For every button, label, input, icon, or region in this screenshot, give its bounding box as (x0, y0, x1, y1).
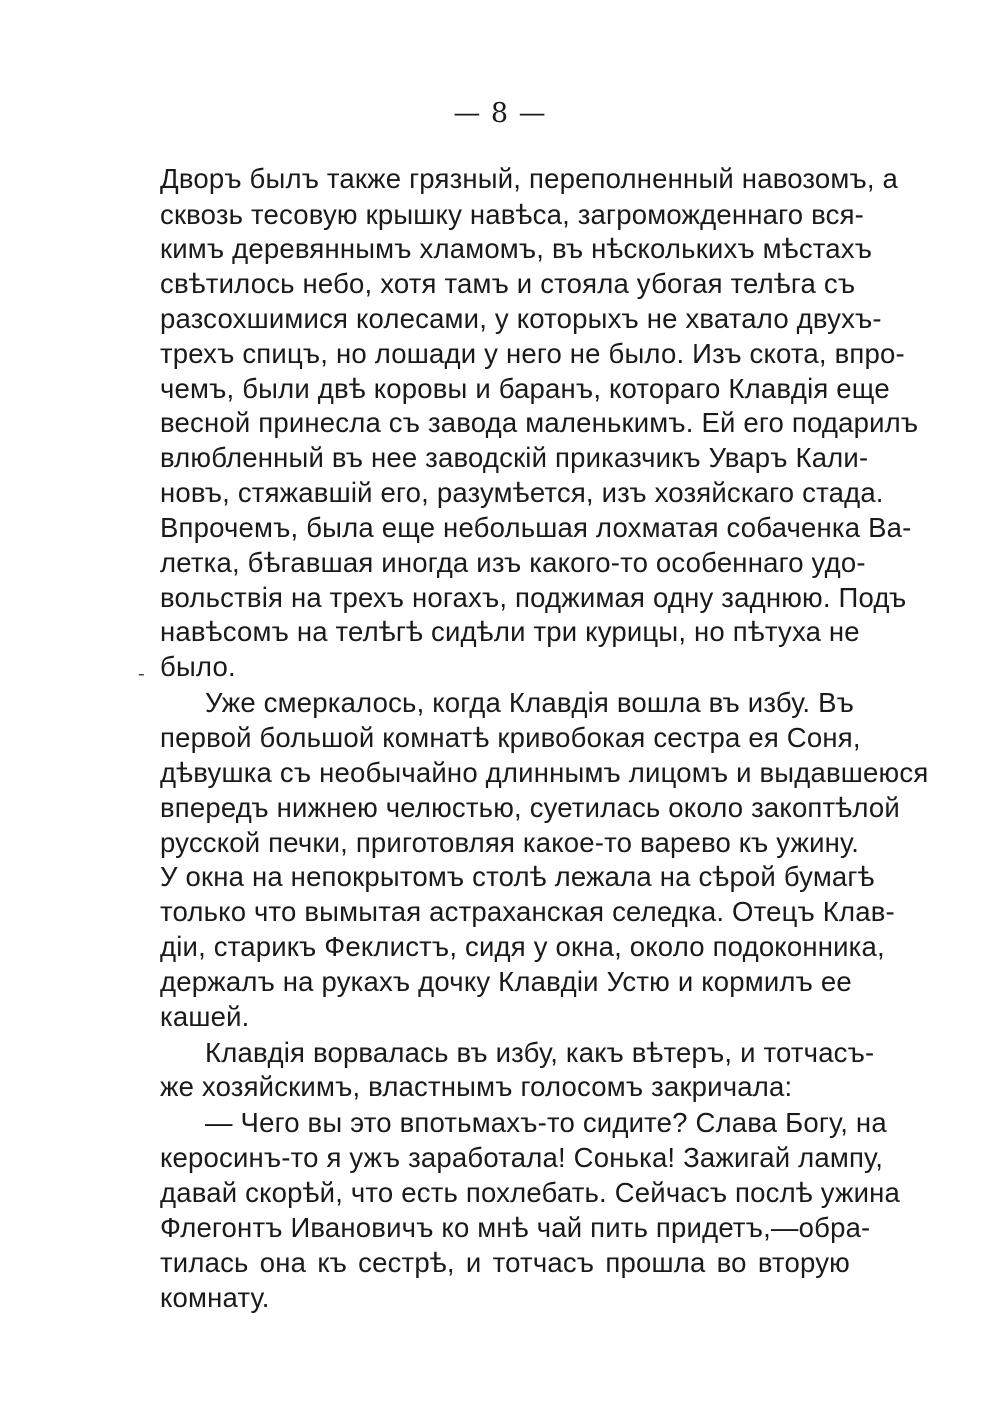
text-line: разсохшимися колесами, у которыхъ не хватало двухъ- (160, 303, 882, 334)
text-line: сквозь тесовую крышку навѣса, загроможденнаго вся- (160, 199, 865, 230)
text-line: свѣтилось небо, хотя тамъ и стояла убогая телѣга съ (160, 268, 856, 299)
text-line: тилась она къ сестрѣ, и тотчасъ прошла во вторую (160, 1247, 850, 1278)
page-number: — 8 — (453, 98, 547, 129)
text-line: вольствія на трехъ ногахъ, поджимая одну заднюю. Подъ (160, 582, 907, 613)
text-line: чемъ, были двѣ коровы и баранъ, котораго Клавдія еще (160, 373, 890, 404)
text-line: летка, бѣгавшая иногда изъ какого-то особеннаго удо- (160, 547, 866, 578)
text-line: давай скорѣй, что есть похлебать. Сейчасъ послѣ ужина (160, 1177, 901, 1208)
text-line: — Чего вы это впотьмахъ-то сидите? Слава Богу, на (205, 1107, 887, 1138)
text-line: новъ, стяжавшій его, разумѣется, изъ хозяйскаго стада. (160, 477, 884, 508)
text-line: кашей. (160, 1001, 250, 1032)
text-line: У окна на непокрытомъ столѣ лежала на сѣрой бумагѣ (160, 861, 875, 892)
text-line: комнату. (160, 1282, 270, 1313)
text-line: влюбленный въ нее заводскій приказчикъ Уваръ Кали- (160, 442, 869, 473)
text-line: керосинъ-то я ужъ заработала! Сонька! Зажигай лампу, (160, 1142, 884, 1173)
text-line: только что вымытая астраханская селедка. Отецъ Клав- (160, 896, 895, 927)
text-line: кимъ деревяннымъ хламомъ, въ нѣсколькихъ мѣстахъ (160, 233, 873, 264)
text-line: держалъ на рукахъ дочку Клавдіи Устю и кормилъ ее (160, 966, 852, 997)
text-line: же хозяйскимъ, властнымъ голосомъ закричала: (160, 1071, 793, 1102)
text-line: было. (160, 651, 236, 682)
text-line: навѣсомъ на телѣгѣ сидѣли три курицы, но пѣтуха не (160, 616, 860, 647)
text-line: русской печки, приготовляя какое-то варево къ ужину. (160, 827, 860, 858)
text-line: дѣвушка съ необычайно длиннымъ лицомъ и выдавшеюся (160, 757, 929, 788)
text-line: весной принесла съ завода маленькимъ. Ей его подарилъ (160, 407, 919, 438)
text-line: первой большой комнатѣ кривобокая сестра ея Соня, (160, 722, 861, 753)
text-line: впередъ нижнею челюстью, суетилась около закоптѣлой (160, 792, 900, 823)
text-line: Флегонтъ Ивановичъ ко мнѣ чай пить придетъ,—обра- (160, 1212, 871, 1243)
text-line: Впрочемъ, была еще небольшая лохматая собаченка Ва- (160, 512, 912, 543)
text-line: Дворъ былъ также грязный, переполненный навозомъ, а (160, 163, 899, 194)
text-line: діи, старикъ Феклистъ, сидя у окна, около подоконника, (160, 931, 885, 962)
text-line: Уже смеркалось, когда Клавдія вошла въ избу. Въ (205, 687, 855, 718)
text-line: трехъ спицъ, но лошади у него не было. Изъ скота, впро- (160, 338, 905, 369)
stray-mark: - (138, 661, 145, 685)
text-line: Клавдія ворвалась въ избу, какъ вѣтеръ, и тотчасъ- (205, 1037, 875, 1068)
